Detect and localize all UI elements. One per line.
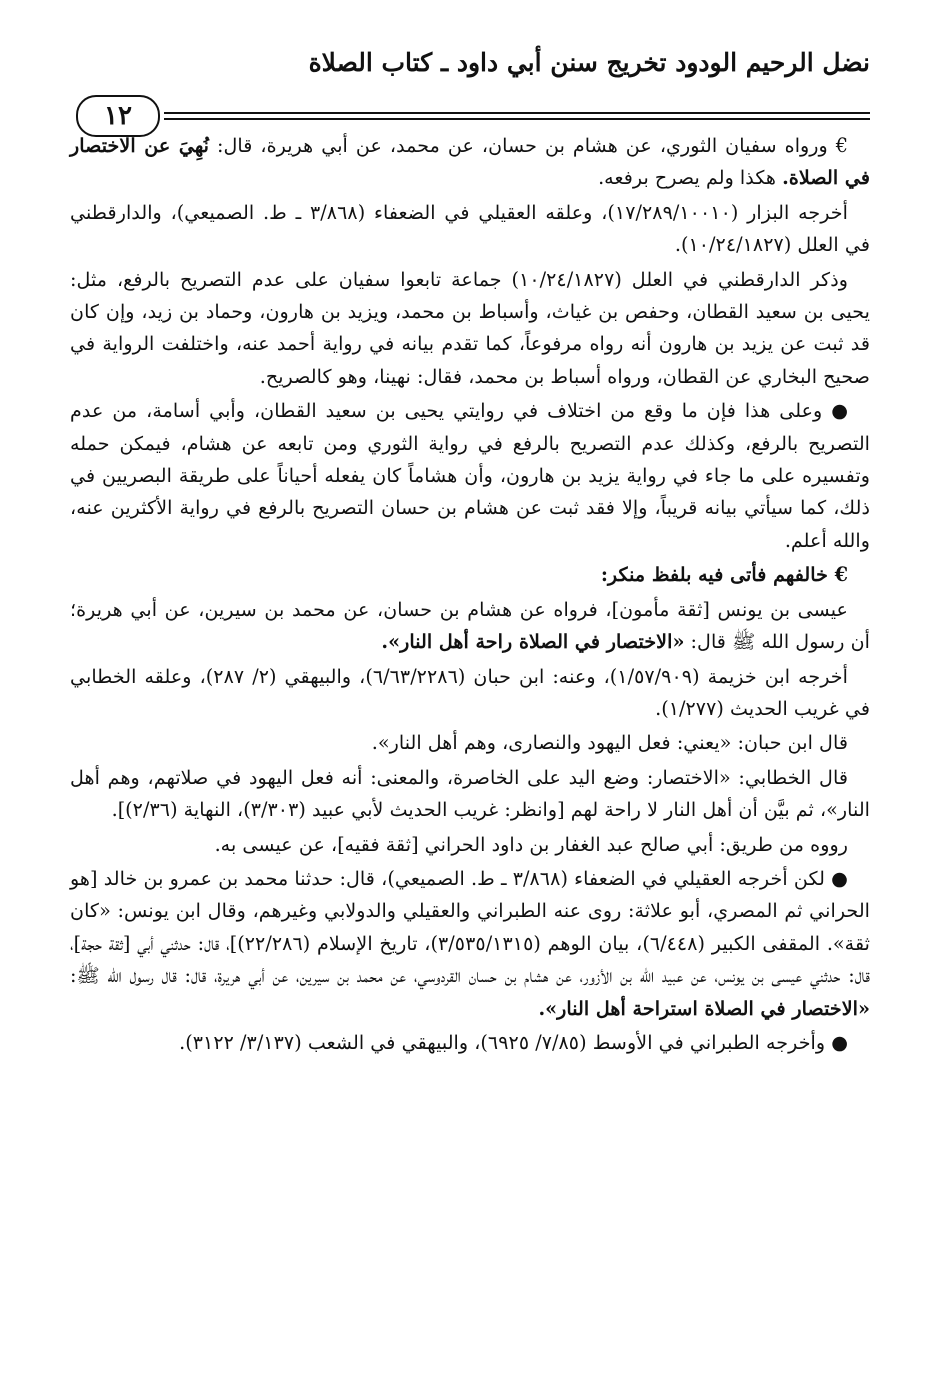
text-run: قال ابن حبان: «يعني: فعل اليهود والنصارى، وهم أهل النار».	[371, 731, 848, 755]
page-header	[68, 40, 870, 131]
header-rule	[68, 112, 870, 121]
text-run: رووه من طريق: أبي صالح عبد الغفار بن داود الحراني [ثقة فقيه]، عن عيسى به.	[214, 832, 848, 856]
paragraph	[70, 1027, 870, 1059]
paragraph	[70, 395, 870, 557]
page-number: ١٢	[76, 95, 160, 137]
running-title: نضل الرحيم الودود تخريج سنن أبي داود ـ كتاب الصلاة	[308, 48, 870, 77]
bold-text-run: € خالفهم فأتى فيه بلفظ منكر:	[600, 563, 848, 587]
header-rule-bottom	[68, 118, 870, 120]
page-body	[70, 130, 870, 1061]
paragraph	[70, 559, 870, 591]
paragraph	[70, 727, 870, 759]
text-run: قال الخطابي: «الاختصار: وضع اليد على الخاصرة، والمعنى: أنه فعل اليهود في صلاتهم، وهم أهل النار»، ثم بيَّن أن أهل النار لا راحة لهم [وانظر: غريب الحديث لأبي عبيد (٣/٣٠٣)، النهاية (٢/٣٦)].	[70, 765, 870, 822]
paragraph	[70, 661, 870, 726]
text-run: ● لكن أخرجه العقيلي في الضعفاء (٣/٨٦٨ ـ ط. الصميعي)، قال: حدثنا محمد بن عمرو بن خالد [هو الحراني ثم المصري، أبو علاثة: روى عنه الطبراني والعقيلي والدولابي وغيرهم، وقال ابن يونس: «كان ثقة». المقفى الكبير (٦/٤٤٨)، بيان الوهم (٣/٥٣٥/١٣١٥)، تاريخ الإسلام (٢٢/٢٨٦)]، قال: حدثني أبي [ثقة حجة]، قال: حدثني عيسى بن يونس، عن عبيد الله بن الأزور، عن هشام بن حسان القردوسي، عن محمد بن سيرين، عن أبي هريرة، قال: قال رسول الله ﷺ:	[70, 866, 871, 988]
text-run: ● وأخرجه الطبراني في الأوسط (٧/٨٥/ ٦٩٢٥)، والبيهقي في الشعب (٣/١٣٧/ ٣١٢٢).	[179, 1030, 848, 1054]
bold-text-run: «الاختصار في الصلاة استراحة أهل النار».	[538, 996, 870, 1020]
bold-text-run: نُهِيَ عن الاختصار في الصلاة.	[70, 134, 870, 190]
text-run: عيسى بن يونس [ثقة مأمون]، فرواه عن هشام بن حسان، عن محمد بن سيرين، عن أبي هريرة؛ أن رسول الله ﷺ قال:	[70, 597, 870, 654]
paragraph	[70, 762, 870, 827]
paragraph	[70, 594, 870, 659]
text-run: أخرجه ابن خزيمة (١/٥٧/٩٠٩)، وعنه: ابن حبان (٦/٦٣/٢٢٨٦)، والبيهقي (٢/ ٢٨٧)، وعلقه الخطابي في غريب الحديث (١/٢٧٧).	[70, 664, 870, 720]
text-run: هكذا ولم يصرح برفعه.	[598, 166, 783, 190]
paragraph	[70, 264, 870, 394]
paragraph	[70, 863, 870, 1025]
header-rule-top	[68, 112, 870, 114]
paragraph	[70, 829, 870, 861]
bold-text-run: «الاختصار في الصلاة راحة أهل النار».	[381, 630, 685, 654]
text-run: وذكر الدارقطني في العلل (١٠/٢٤/١٨٢٧) جماعة تابعوا سفيان على عدم التصريح بالرفع، مثل: يحيى بن سعيد القطان، وحفص بن غياث، وأسباط بن محمد، ويزيد بن هارون، وحماد بن زيد، وإن كان قد ثبت عن يزيد بن هارون أنه رواه مرفوعاً، كما تقدم بيانه في رواية أحمد عنه، واختلفت الرواية في صحيح البخاري عن القطان، ورواه أسباط بن محمد، فقال: نهينا، وهو كالصريح.	[70, 267, 870, 388]
text-run: أخرجه البزار (١٧/٢٨٩/١٠٠١٠)، وعلقه العقيلي في الضعفاء (٣/٨٦٨ ـ ط. الصميعي)، والدارقطني في العلل (١٠/٢٤/١٨٢٧).	[70, 200, 870, 257]
text-run: € ورواه سفيان الثوري، عن هشام بن حسان، عن محمد، عن أبي هريرة، قال:	[209, 134, 848, 157]
text-run: ● وعلى هذا فإن ما وقع من اختلاف في روايتي يحيى بن سعيد القطان، وأبي أسامة، من عدم التصريح بالرفع، وكذلك عدم التصريح بالرفع في رواية الثوري ومن تابعه عن هشام، فيمكن حمله وتفسيره على ما جاء في رواية يزيد بن هارون، وأن هشاماً كان يفعله أحياناً على طريقة البصريين في ذلك، كما سيأتي بيانه قريباً، وإلا فقد ثبت عن هشام بن حسان التصريح بالرفع في رواية الأكثرين عنه، والله أعلم.	[70, 399, 870, 552]
paragraph	[70, 130, 870, 195]
paragraph	[70, 197, 870, 262]
